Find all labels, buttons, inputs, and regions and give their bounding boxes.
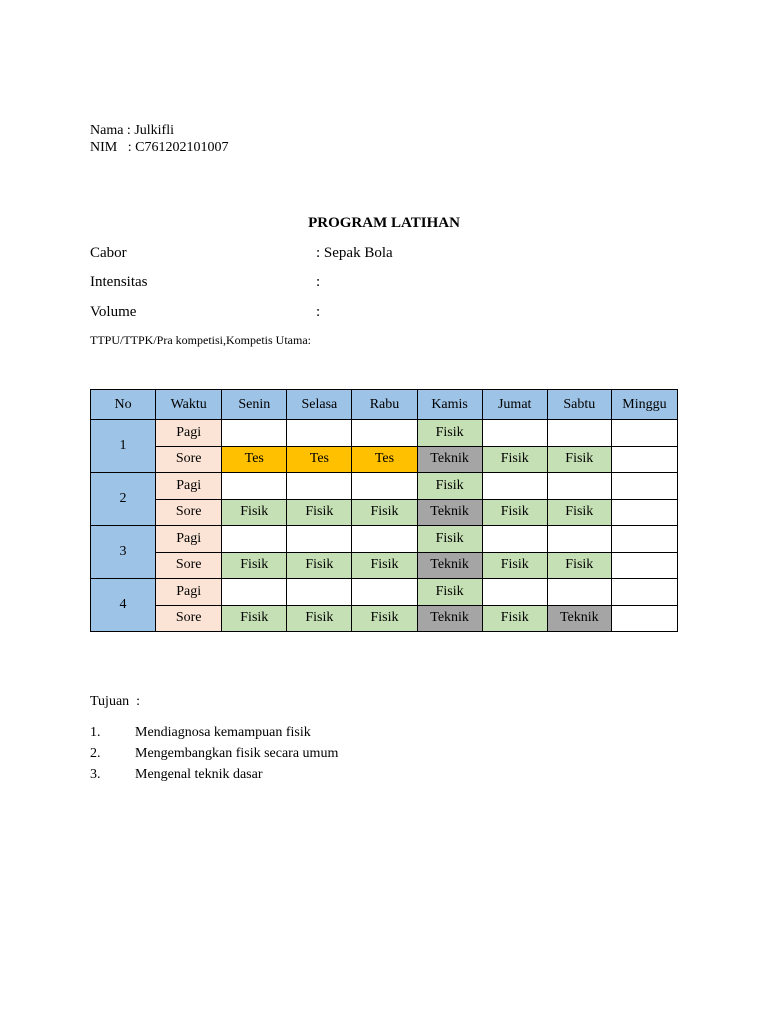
session-cell-selasa: Fisik	[287, 605, 352, 632]
meta-cabor-label: Cabor	[90, 245, 127, 261]
meta-intensitas-value: :	[316, 274, 321, 290]
phase-line: TTPU/TTPK/Pra kompetisi,Kompetis Utama:	[90, 333, 311, 347]
column-header-waktu: Waktu	[156, 390, 222, 420]
column-header-sabtu: Sabtu	[547, 390, 611, 420]
waktu-sore-cell: Sore	[156, 446, 222, 473]
session-cell-selasa: Fisik	[287, 552, 352, 579]
week-number-cell: 1	[91, 420, 156, 473]
session-cell-rabu	[352, 473, 417, 500]
table-row	[91, 420, 678, 447]
column-header-minggu: Minggu	[611, 390, 677, 420]
session-cell-senin	[222, 579, 287, 606]
goal-number: 3.	[90, 767, 101, 782]
session-cell-senin	[222, 473, 287, 500]
waktu-pagi-cell: Pagi	[156, 526, 222, 553]
goal-text: Mengenal teknik dasar	[135, 767, 263, 782]
session-cell-sabtu	[547, 579, 611, 606]
session-cell-senin: Fisik	[222, 499, 287, 526]
session-cell-selasa	[287, 526, 352, 553]
session-cell-rabu: Fisik	[352, 605, 417, 632]
waktu-sore-cell: Sore	[156, 499, 222, 526]
meta-volume-label: Volume	[90, 304, 137, 320]
week-number-cell: 3	[91, 526, 156, 579]
column-header-jumat: Jumat	[482, 390, 547, 420]
goals-heading: Tujuan :	[90, 694, 141, 709]
session-cell-minggu	[611, 552, 677, 579]
meta-volume-value: :	[316, 304, 321, 320]
session-cell-jumat	[482, 526, 547, 553]
session-cell-senin: Fisik	[222, 552, 287, 579]
goal-text: Mengembangkan fisik secara umum	[135, 746, 339, 761]
waktu-pagi-cell: Pagi	[156, 473, 222, 500]
goal-number: 1.	[90, 725, 101, 740]
session-cell-sabtu: Fisik	[547, 552, 611, 579]
session-cell-kamis: Teknik	[417, 605, 482, 632]
session-cell-senin	[222, 526, 287, 553]
session-cell-kamis: Fisik	[417, 473, 482, 500]
session-cell-jumat: Fisik	[482, 552, 547, 579]
session-cell-kamis: Fisik	[417, 526, 482, 553]
session-cell-kamis: Teknik	[417, 446, 482, 473]
session-cell-selasa	[287, 420, 352, 447]
table-row	[91, 579, 678, 606]
session-cell-sabtu: Teknik	[547, 605, 611, 632]
session-cell-rabu	[352, 526, 417, 553]
session-cell-rabu: Fisik	[352, 552, 417, 579]
table-row	[91, 605, 678, 632]
session-cell-minggu	[611, 579, 677, 606]
session-cell-sabtu	[547, 526, 611, 553]
waktu-pagi-cell: Pagi	[156, 420, 222, 447]
session-cell-jumat: Fisik	[482, 499, 547, 526]
student-nim: NIM : C761202101007	[90, 140, 229, 155]
session-cell-kamis: Fisik	[417, 420, 482, 447]
session-cell-sabtu	[547, 473, 611, 500]
column-header-kamis: Kamis	[417, 390, 482, 420]
session-cell-senin	[222, 420, 287, 447]
session-cell-sabtu	[547, 420, 611, 447]
session-cell-rabu	[352, 420, 417, 447]
meta-intensitas-label: Intensitas	[90, 274, 148, 290]
session-cell-kamis: Teknik	[417, 552, 482, 579]
table-row	[91, 499, 678, 526]
session-cell-selasa	[287, 473, 352, 500]
column-header-senin: Senin	[222, 390, 287, 420]
table-row	[91, 473, 678, 500]
session-cell-minggu	[611, 420, 677, 447]
waktu-sore-cell: Sore	[156, 605, 222, 632]
session-cell-minggu	[611, 605, 677, 632]
column-header-no: No	[91, 390, 156, 420]
session-cell-minggu	[611, 473, 677, 500]
session-cell-minggu	[611, 526, 677, 553]
goal-number: 2.	[90, 746, 101, 761]
session-cell-rabu: Tes	[352, 446, 417, 473]
session-cell-kamis: Fisik	[417, 579, 482, 606]
session-cell-rabu: Fisik	[352, 499, 417, 526]
meta-cabor-value: : Sepak Bola	[316, 245, 393, 261]
session-cell-selasa: Fisik	[287, 499, 352, 526]
week-number-cell: 2	[91, 473, 156, 526]
session-cell-minggu	[611, 446, 677, 473]
session-cell-jumat	[482, 420, 547, 447]
waktu-pagi-cell: Pagi	[156, 579, 222, 606]
session-cell-selasa	[287, 579, 352, 606]
session-cell-jumat	[482, 473, 547, 500]
waktu-sore-cell: Sore	[156, 552, 222, 579]
table-row	[91, 526, 678, 553]
session-cell-minggu	[611, 499, 677, 526]
session-cell-jumat: Fisik	[482, 605, 547, 632]
session-cell-kamis: Teknik	[417, 499, 482, 526]
table-header-row	[91, 390, 678, 420]
session-cell-sabtu: Fisik	[547, 446, 611, 473]
session-cell-senin: Fisik	[222, 605, 287, 632]
session-cell-sabtu: Fisik	[547, 499, 611, 526]
column-header-rabu: Rabu	[352, 390, 417, 420]
session-cell-selasa: Tes	[287, 446, 352, 473]
session-cell-senin: Tes	[222, 446, 287, 473]
table-row	[91, 446, 678, 473]
table-row	[91, 552, 678, 579]
student-name: Nama : Julkifli	[90, 123, 174, 138]
schedule-table	[90, 389, 678, 632]
session-cell-rabu	[352, 579, 417, 606]
column-header-selasa: Selasa	[287, 390, 352, 420]
week-number-cell: 4	[91, 579, 156, 632]
page-title: PROGRAM LATIHAN	[308, 215, 460, 231]
session-cell-jumat: Fisik	[482, 446, 547, 473]
session-cell-jumat	[482, 579, 547, 606]
goal-text: Mendiagnosa kemampuan fisik	[135, 725, 311, 740]
